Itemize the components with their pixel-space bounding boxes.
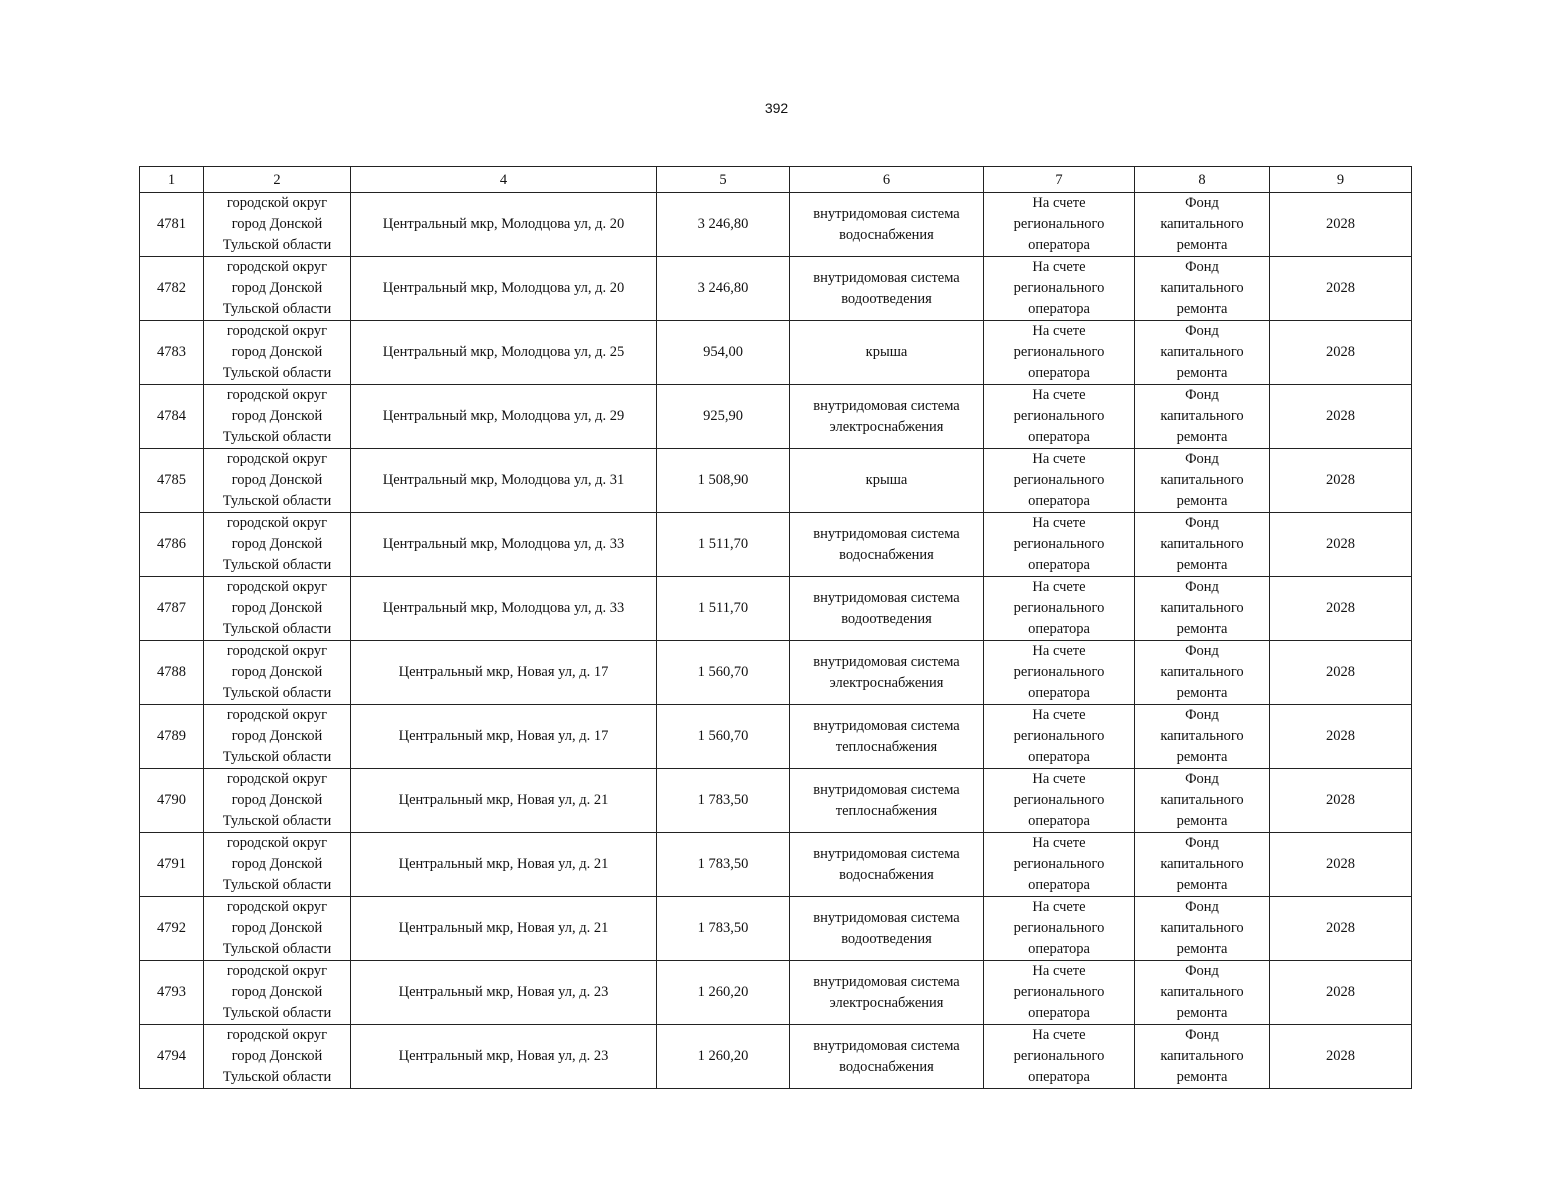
municipality-line: Тульской области (222, 365, 332, 381)
system-cell (790, 513, 984, 577)
address-cell: Центральный мкр, Новая ул, д. 23 (351, 1025, 657, 1089)
header-cell-4: 4 (351, 167, 657, 193)
account-line: оператора (1028, 941, 1090, 957)
account-cell (984, 1025, 1135, 1089)
account-cell (984, 513, 1135, 577)
row-number-cell: 4793 (140, 961, 204, 1025)
municipality-line: город Донской (231, 856, 323, 872)
municipality-line: город Донской (231, 728, 323, 744)
year-cell: 2028 (1270, 257, 1412, 321)
municipality-cell (204, 257, 351, 321)
account-line: оператора (1028, 493, 1090, 509)
municipality-cell (204, 513, 351, 577)
account-line: регионального (1013, 920, 1105, 936)
account-line: регионального (1013, 728, 1105, 744)
year-cell: 2028 (1270, 193, 1412, 257)
system-cell (790, 705, 984, 769)
account-line: регионального (1013, 408, 1105, 424)
funding-source-line: капитального (1160, 600, 1244, 616)
funding-source-line: Фонд (1185, 963, 1219, 979)
system-line: водоснабжения (839, 546, 934, 563)
row-number-cell: 4789 (140, 705, 204, 769)
account-line: регионального (1013, 984, 1105, 1000)
funding-source-line: ремонта (1176, 1005, 1228, 1021)
funding-source-line: Фонд (1185, 899, 1219, 915)
municipality-line: городской округ (226, 451, 328, 467)
funding-source-line: капитального (1160, 472, 1244, 488)
funding-source-cell (1135, 449, 1270, 513)
account-line: оператора (1028, 429, 1090, 445)
account-line: оператора (1028, 749, 1090, 765)
account-line: На счете (1032, 195, 1086, 211)
funding-source-line: Фонд (1185, 323, 1219, 339)
year-cell: 2028 (1270, 321, 1412, 385)
funding-source-cell (1135, 961, 1270, 1025)
account-line: регионального (1013, 344, 1105, 360)
funding-source-line: Фонд (1185, 643, 1219, 659)
funding-source-cell (1135, 833, 1270, 897)
table-row (140, 193, 1412, 257)
system-line: внутридомовая система (813, 909, 960, 926)
funding-source-cell (1135, 1025, 1270, 1089)
row-number-cell: 4788 (140, 641, 204, 705)
municipality-line: городской округ (226, 387, 328, 403)
municipality-line: город Донской (231, 792, 323, 808)
header-cell-9: 9 (1270, 167, 1412, 193)
municipality-line: город Донской (231, 536, 323, 552)
system-line: крыша (865, 472, 908, 488)
year-cell: 2028 (1270, 577, 1412, 641)
account-line: оператора (1028, 877, 1090, 893)
municipality-line: Тульской области (222, 557, 332, 573)
area-cell: 1 508,90 (657, 449, 790, 513)
account-line: оператора (1028, 365, 1090, 381)
account-line: На счете (1032, 579, 1086, 595)
municipality-cell (204, 577, 351, 641)
system-line: водоотведения (841, 610, 932, 627)
area-cell: 1 260,20 (657, 1025, 790, 1089)
account-line: регионального (1013, 600, 1105, 616)
system-line: электроснабжения (829, 994, 944, 1011)
year-cell: 2028 (1270, 961, 1412, 1025)
funding-source-line: капитального (1160, 216, 1244, 232)
funding-source-line: Фонд (1185, 515, 1219, 531)
address-cell: Центральный мкр, Новая ул, д. 23 (351, 961, 657, 1025)
account-line: регионального (1013, 472, 1105, 488)
row-number-cell: 4791 (140, 833, 204, 897)
account-cell (984, 769, 1135, 833)
header-row (140, 167, 1412, 193)
municipality-line: город Донской (231, 1048, 323, 1064)
account-cell (984, 641, 1135, 705)
area-cell: 3 246,80 (657, 257, 790, 321)
row-number-cell: 4792 (140, 897, 204, 961)
year-cell: 2028 (1270, 385, 1412, 449)
municipality-line: городской округ (226, 899, 328, 915)
address-cell: Центральный мкр, Новая ул, д. 21 (351, 897, 657, 961)
account-line: регионального (1013, 216, 1105, 232)
funding-source-line: Фонд (1185, 1027, 1219, 1043)
year-cell: 2028 (1270, 513, 1412, 577)
municipality-line: город Донской (231, 280, 323, 296)
municipality-line: городской округ (226, 195, 328, 211)
area-cell: 1 783,50 (657, 833, 790, 897)
area-cell: 1 560,70 (657, 705, 790, 769)
system-line: теплоснабжения (835, 802, 938, 819)
funding-source-line: Фонд (1185, 707, 1219, 723)
account-line: регионального (1013, 792, 1105, 808)
row-number-cell: 4784 (140, 385, 204, 449)
system-line: водоснабжения (839, 226, 934, 243)
municipality-line: городской округ (226, 835, 328, 851)
municipality-cell (204, 449, 351, 513)
system-cell (790, 769, 984, 833)
system-line: внутридомовая система (813, 525, 960, 542)
funding-source-line: ремонта (1176, 813, 1228, 829)
funding-source-cell (1135, 321, 1270, 385)
funding-source-line: капитального (1160, 536, 1244, 552)
funding-source-line: Фонд (1185, 771, 1219, 787)
municipality-line: Тульской области (222, 493, 332, 509)
account-cell (984, 897, 1135, 961)
funding-source-cell (1135, 769, 1270, 833)
account-line: оператора (1028, 237, 1090, 253)
header-cell-8: 8 (1135, 167, 1270, 193)
funding-source-line: ремонта (1176, 877, 1228, 893)
area-cell: 1 783,50 (657, 897, 790, 961)
account-line: На счете (1032, 323, 1086, 339)
municipality-line: Тульской области (222, 1005, 332, 1021)
account-line: регионального (1013, 280, 1105, 296)
funding-source-line: ремонта (1176, 493, 1228, 509)
table-row (140, 449, 1412, 513)
municipality-cell (204, 833, 351, 897)
address-cell: Центральный мкр, Новая ул, д. 21 (351, 769, 657, 833)
account-line: На счете (1032, 515, 1086, 531)
municipality-line: городской округ (226, 515, 328, 531)
account-line: На счете (1032, 707, 1086, 723)
funding-source-cell (1135, 257, 1270, 321)
header-cell-1: 1 (140, 167, 204, 193)
account-line: На счете (1032, 387, 1086, 403)
funding-source-line: капитального (1160, 984, 1244, 1000)
row-number-cell: 4781 (140, 193, 204, 257)
municipality-cell (204, 1025, 351, 1089)
table-header (140, 167, 1412, 193)
municipality-line: Тульской области (222, 301, 332, 317)
header-cell-6: 6 (790, 167, 984, 193)
funding-source-line: Фонд (1185, 195, 1219, 211)
municipality-line: городской округ (226, 643, 328, 659)
funding-source-line: ремонта (1176, 557, 1228, 573)
row-number-cell: 4787 (140, 577, 204, 641)
area-cell: 1 511,70 (657, 513, 790, 577)
system-line: внутридомовая система (813, 397, 960, 414)
system-line: водоотведения (841, 290, 932, 307)
municipality-cell (204, 961, 351, 1025)
system-line: внутридомовая система (813, 589, 960, 606)
municipality-line: Тульской области (222, 877, 332, 893)
account-line: На счете (1032, 835, 1086, 851)
row-number-cell: 4782 (140, 257, 204, 321)
account-line: На счете (1032, 771, 1086, 787)
year-cell: 2028 (1270, 833, 1412, 897)
funding-source-cell (1135, 193, 1270, 257)
municipality-cell (204, 193, 351, 257)
system-cell (790, 321, 984, 385)
municipality-line: городской округ (226, 1027, 328, 1043)
system-line: водоотведения (841, 930, 932, 947)
system-cell (790, 449, 984, 513)
municipality-line: городской округ (226, 963, 328, 979)
address-cell: Центральный мкр, Новая ул, д. 21 (351, 833, 657, 897)
address-cell: Центральный мкр, Молодцова ул, д. 25 (351, 321, 657, 385)
table-row (140, 321, 1412, 385)
table-row (140, 513, 1412, 577)
table-row (140, 897, 1412, 961)
municipality-line: город Донской (231, 920, 323, 936)
year-cell: 2028 (1270, 769, 1412, 833)
municipality-line: Тульской области (222, 813, 332, 829)
funding-source-line: Фонд (1185, 259, 1219, 275)
account-line: оператора (1028, 685, 1090, 701)
header-cell-2: 2 (204, 167, 351, 193)
account-line: На счете (1032, 643, 1086, 659)
municipality-line: город Донской (231, 472, 323, 488)
account-cell (984, 705, 1135, 769)
area-cell: 1 511,70 (657, 577, 790, 641)
system-cell (790, 193, 984, 257)
system-line: электроснабжения (829, 418, 944, 435)
funding-source-line: Фонд (1185, 387, 1219, 403)
account-cell (984, 577, 1135, 641)
municipality-line: город Донской (231, 408, 323, 424)
funding-source-line: Фонд (1185, 451, 1219, 467)
account-cell (984, 193, 1135, 257)
municipality-line: Тульской области (222, 685, 332, 701)
area-cell: 1 560,70 (657, 641, 790, 705)
municipality-cell (204, 897, 351, 961)
address-cell: Центральный мкр, Молодцова ул, д. 33 (351, 513, 657, 577)
account-line: На счете (1032, 451, 1086, 467)
municipality-cell (204, 641, 351, 705)
municipality-line: Тульской области (222, 429, 332, 445)
funding-source-line: ремонта (1176, 365, 1228, 381)
area-cell: 1 783,50 (657, 769, 790, 833)
account-cell (984, 257, 1135, 321)
table-row (140, 961, 1412, 1025)
year-cell: 2028 (1270, 449, 1412, 513)
address-cell: Центральный мкр, Молодцова ул, д. 33 (351, 577, 657, 641)
funding-source-line: Фонд (1185, 579, 1219, 595)
funding-source-line: капитального (1160, 728, 1244, 744)
header-cell-7: 7 (984, 167, 1135, 193)
funding-source-line: ремонта (1176, 941, 1228, 957)
system-line: водоснабжения (839, 866, 934, 883)
funding-source-line: ремонта (1176, 749, 1228, 765)
funding-source-line: капитального (1160, 280, 1244, 296)
registry-table (139, 166, 1412, 1089)
header-cell-5: 5 (657, 167, 790, 193)
funding-source-line: капитального (1160, 1048, 1244, 1064)
municipality-line: Тульской области (222, 1069, 332, 1085)
municipality-line: Тульской области (222, 621, 332, 637)
municipality-cell (204, 385, 351, 449)
row-number-cell: 4794 (140, 1025, 204, 1089)
system-line: внутридомовая система (813, 781, 960, 798)
year-cell: 2028 (1270, 705, 1412, 769)
address-cell: Центральный мкр, Молодцова ул, д. 20 (351, 193, 657, 257)
funding-source-line: ремонта (1176, 301, 1228, 317)
system-cell (790, 833, 984, 897)
year-cell: 2028 (1270, 897, 1412, 961)
system-cell (790, 897, 984, 961)
area-cell: 954,00 (657, 321, 790, 385)
funding-source-line: ремонта (1176, 237, 1228, 253)
system-line: крыша (865, 344, 908, 360)
account-line: регионального (1013, 856, 1105, 872)
funding-source-cell (1135, 577, 1270, 641)
table-body (140, 193, 1412, 1089)
account-line: регионального (1013, 536, 1105, 552)
table-row (140, 641, 1412, 705)
table-row (140, 1025, 1412, 1089)
system-cell (790, 577, 984, 641)
table-row (140, 577, 1412, 641)
account-line: оператора (1028, 1005, 1090, 1021)
funding-source-line: капитального (1160, 344, 1244, 360)
system-line: электроснабжения (829, 674, 944, 691)
municipality-line: Тульской области (222, 237, 332, 253)
system-line: внутридомовая система (813, 653, 960, 670)
system-line: водоснабжения (839, 1058, 934, 1075)
funding-source-line: капитального (1160, 792, 1244, 808)
system-cell (790, 961, 984, 1025)
address-cell: Центральный мкр, Новая ул, д. 17 (351, 705, 657, 769)
funding-source-line: капитального (1160, 920, 1244, 936)
funding-source-cell (1135, 641, 1270, 705)
row-number-cell: 4790 (140, 769, 204, 833)
system-line: внутридомовая система (813, 845, 960, 862)
funding-source-cell (1135, 705, 1270, 769)
account-line: оператора (1028, 301, 1090, 317)
funding-source-line: ремонта (1176, 621, 1228, 637)
account-line: оператора (1028, 621, 1090, 637)
municipality-line: городской округ (226, 323, 328, 339)
funding-source-line: Фонд (1185, 835, 1219, 851)
system-line: внутридомовая система (813, 717, 960, 734)
table-row (140, 833, 1412, 897)
account-line: оператора (1028, 557, 1090, 573)
municipality-cell (204, 705, 351, 769)
account-line: регионального (1013, 1048, 1105, 1064)
municipality-line: город Донской (231, 344, 323, 360)
account-cell (984, 449, 1135, 513)
account-line: На счете (1032, 259, 1086, 275)
account-cell (984, 833, 1135, 897)
funding-source-cell (1135, 385, 1270, 449)
year-cell: 2028 (1270, 1025, 1412, 1089)
municipality-line: городской округ (226, 579, 328, 595)
municipality-line: город Донской (231, 664, 323, 680)
account-line: регионального (1013, 664, 1105, 680)
municipality-line: городской округ (226, 771, 328, 787)
row-number-cell: 4786 (140, 513, 204, 577)
municipality-line: городской округ (226, 707, 328, 723)
year-cell: 2028 (1270, 641, 1412, 705)
address-cell: Центральный мкр, Молодцова ул, д. 29 (351, 385, 657, 449)
account-line: На счете (1032, 899, 1086, 915)
system-cell (790, 257, 984, 321)
system-line: внутридомовая система (813, 1037, 960, 1054)
municipality-line: городской округ (226, 259, 328, 275)
system-cell (790, 641, 984, 705)
funding-source-line: капитального (1160, 664, 1244, 680)
address-cell: Центральный мкр, Молодцова ул, д. 20 (351, 257, 657, 321)
account-line: оператора (1028, 813, 1090, 829)
funding-source-line: капитального (1160, 408, 1244, 424)
system-line: теплоснабжения (835, 738, 938, 755)
account-line: оператора (1028, 1069, 1090, 1085)
system-line: внутридомовая система (813, 269, 960, 286)
account-cell (984, 961, 1135, 1025)
municipality-line: Тульской области (222, 941, 332, 957)
address-cell: Центральный мкр, Молодцова ул, д. 31 (351, 449, 657, 513)
area-cell: 925,90 (657, 385, 790, 449)
page-number: 392 (764, 100, 789, 116)
funding-source-line: ремонта (1176, 1069, 1228, 1085)
table-row (140, 385, 1412, 449)
area-cell: 3 246,80 (657, 193, 790, 257)
address-cell: Центральный мкр, Новая ул, д. 17 (351, 641, 657, 705)
table-row (140, 257, 1412, 321)
funding-source-line: ремонта (1176, 685, 1228, 701)
municipality-cell (204, 321, 351, 385)
account-line: На счете (1032, 963, 1086, 979)
system-line: внутридомовая система (813, 973, 960, 990)
municipality-line: город Донской (231, 600, 323, 616)
account-line: На счете (1032, 1027, 1086, 1043)
row-number-cell: 4785 (140, 449, 204, 513)
area-cell: 1 260,20 (657, 961, 790, 1025)
funding-source-line: капитального (1160, 856, 1244, 872)
system-cell (790, 385, 984, 449)
municipality-line: город Донской (231, 984, 323, 1000)
municipality-cell (204, 769, 351, 833)
account-cell (984, 321, 1135, 385)
system-cell (790, 1025, 984, 1089)
funding-source-cell (1135, 513, 1270, 577)
account-cell (984, 385, 1135, 449)
table-row (140, 769, 1412, 833)
table-row (140, 705, 1412, 769)
municipality-line: Тульской области (222, 749, 332, 765)
funding-source-cell (1135, 897, 1270, 961)
row-number-cell: 4783 (140, 321, 204, 385)
municipality-line: город Донской (231, 216, 323, 232)
system-line: внутридомовая система (813, 205, 960, 222)
funding-source-line: ремонта (1176, 429, 1228, 445)
